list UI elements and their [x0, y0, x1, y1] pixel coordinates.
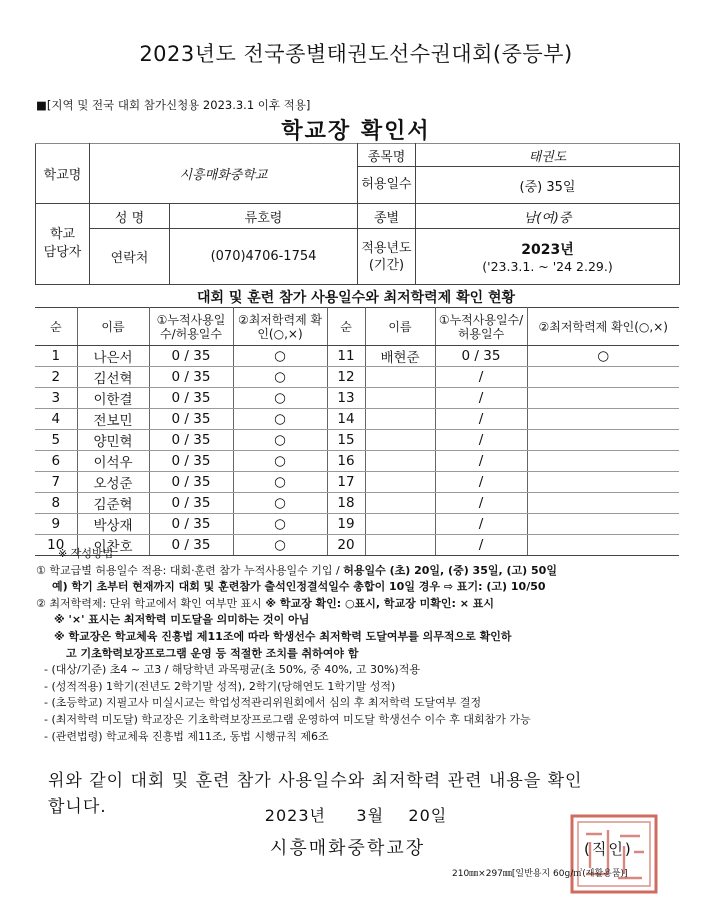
roster-right-name	[365, 430, 435, 451]
roster-right-no: 12	[327, 367, 365, 388]
roster-left-min: ○	[233, 430, 327, 451]
roster-right-no: 17	[327, 472, 365, 493]
roster-row	[35, 409, 679, 430]
scope-note: ■[지역 및 전국 대회 참가신청용 2023.3.1 이후 적용]	[36, 98, 311, 112]
roster-right-name	[365, 451, 435, 472]
roster-left-name: 이한결	[77, 388, 149, 409]
roster-right-min	[527, 388, 679, 409]
col-no: 순	[35, 308, 77, 346]
roster-right-days: /	[435, 493, 527, 514]
roster-left-days: 0 / 35	[149, 430, 233, 451]
detail-4: - (최저학력 미도달) 학교장은 기초학력보장프로그램 운영하여 미도달 학생선수 이수 후 대회참가 가능	[44, 712, 531, 726]
roster-left-no: 9	[35, 514, 77, 535]
roster-right-min	[527, 409, 679, 430]
roster-left-no: 2	[35, 367, 77, 388]
roster-right-days: 0 / 35	[435, 346, 527, 367]
detail-3: - (초등학교) 지필고사 미실시교는 학업성적관리위원회에서 심의 후 최저학력 도달여부 결정	[44, 696, 482, 710]
detail-1: - (대상/기준) 초4 ~ 고3 / 해당학년 과목평균(초 50%, 중 40%, 고 30%)적용	[44, 663, 420, 677]
roster-row	[35, 493, 679, 514]
roster-right-name	[365, 388, 435, 409]
roster-left-no: 3	[35, 388, 77, 409]
note-1-example: 예) 학기 초부터 현재까지 대회 및 훈련참가 출석인정결석일수 총합이 10일 경우 ⇨ 표기: (고) 10/50	[52, 580, 546, 594]
roster-right-days: /	[435, 535, 527, 556]
roster-left-name: 전보민	[77, 409, 149, 430]
roster-right-no: 19	[327, 514, 365, 535]
contact-label: 연락처	[90, 229, 170, 285]
col-name: 이름	[77, 308, 149, 346]
roster-left-days: 0 / 35	[149, 346, 233, 367]
school-info-table	[35, 143, 680, 285]
roster-right-no: 15	[327, 430, 365, 451]
school-name-label: 학교명	[36, 144, 90, 204]
name-label: 성 명	[90, 204, 170, 229]
col-min: ②최저학력제 확인(○,×)	[527, 308, 679, 346]
seal-label: (직인)	[584, 840, 633, 858]
roster-left-name: 양민혁	[77, 430, 149, 451]
roster-row	[35, 430, 679, 451]
roster-right-name	[365, 493, 435, 514]
roster-left-min: ○	[233, 451, 327, 472]
roster-left-min: ○	[233, 472, 327, 493]
roster-right-no: 14	[327, 409, 365, 430]
roster-left-name: 이석우	[77, 451, 149, 472]
gender-label: 종별	[358, 204, 416, 229]
manager-name: 류호령	[170, 204, 358, 229]
roster-right-days: /	[435, 472, 527, 493]
note-4: ※ 학교장은 학교체육 진흥법 제11조에 따라 학생선수 최저학력 도달여부를 의무적으로 확인하	[54, 629, 512, 643]
roster-left-name: 오성준	[77, 472, 149, 493]
roster-right-min	[527, 451, 679, 472]
roster-right-days: /	[435, 451, 527, 472]
roster-left-days: 0 / 35	[149, 493, 233, 514]
roster-left-min: ○	[233, 493, 327, 514]
col-min: ②최저학력제 확인(○,×)	[233, 308, 327, 346]
roster-left-days: 0 / 35	[149, 472, 233, 493]
roster-left-min: ○	[233, 367, 327, 388]
event-name-value: 태권도	[416, 144, 680, 167]
apply-year-cell	[416, 229, 680, 285]
roster-left-days: 0 / 35	[149, 367, 233, 388]
roster-left-min: ○	[233, 514, 327, 535]
roster-left-days: 0 / 35	[149, 451, 233, 472]
note-3: ※ '×' 표시는 최저학력 미도달을 의미하는 것이 아님	[54, 613, 310, 627]
roster-right-min	[527, 367, 679, 388]
paper-spec-footer: 210㎜×297㎜[일반용지 60g/㎡(재활용품)]	[452, 869, 628, 879]
roster-left-no: 8	[35, 493, 77, 514]
roster-title: 대회 및 훈련 참가 사용일수와 최저학력제 확인 현황	[196, 290, 516, 306]
roster-right-name	[365, 472, 435, 493]
roster-right-no: 13	[327, 388, 365, 409]
roster-right-min: ○	[527, 346, 679, 367]
roster-right-min	[527, 430, 679, 451]
issue-date: 2023년 3월 20일	[264, 806, 448, 825]
roster-right-name: 배현준	[365, 346, 435, 367]
roster-left-min: ○	[233, 409, 327, 430]
document-title: 2023년도 전국종별태권도선수권대회(중등부)	[139, 42, 573, 66]
detail-2: - (성적적용) 1학기(전년도 2학기말 성적), 2학기(당해연도 1학기말 성적)	[44, 679, 396, 693]
col-name: 이름	[365, 308, 435, 346]
roster-table	[35, 307, 679, 556]
note-4-cont: 고 기초학력보장프로그램 운영 등 적절한 조치를 취하여야 함	[66, 646, 359, 660]
notes-heading: ※ 작성방법	[58, 547, 114, 560]
roster-left-name: 나은서	[77, 346, 149, 367]
roster-left-no: 10	[35, 535, 77, 556]
roster-right-name	[365, 514, 435, 535]
apply-year-value: 2023년	[521, 242, 574, 258]
roster-left-name: 이찬호	[77, 535, 149, 556]
roster-right-no: 16	[327, 451, 365, 472]
roster-right-min	[527, 472, 679, 493]
col-days: ①누적사용일수/허용일수	[149, 308, 233, 346]
roster-left-min: ○	[233, 346, 327, 367]
form-title: 학교장 확인서	[281, 119, 431, 144]
roster-left-days: 0 / 35	[149, 388, 233, 409]
roster-left-days: 0 / 35	[149, 409, 233, 430]
contact-value: (070)4706-1754	[170, 229, 358, 285]
roster-left-no: 1	[35, 346, 77, 367]
roster-row	[35, 388, 679, 409]
apply-year-label: 적용년도 (기간)	[358, 229, 416, 285]
roster-left-no: 4	[35, 409, 77, 430]
roster-row	[35, 346, 679, 367]
confirmation-text: 위와 같이 대회 및 훈련 참가 사용일수와 최저학력 관련 내용을 확인 합니다.	[48, 771, 583, 817]
roster-left-no: 6	[35, 451, 77, 472]
allowed-days-label: 허용일수	[358, 167, 416, 204]
roster-right-days: /	[435, 514, 527, 535]
roster-row	[35, 367, 679, 388]
roster-left-days: 0 / 35	[149, 535, 233, 556]
col-no: 순	[327, 308, 365, 346]
roster-left-no: 5	[35, 430, 77, 451]
gender-value: 남(여)중	[416, 204, 680, 229]
roster-left-min: ○	[233, 388, 327, 409]
apply-period-value: ('23.3.1. ~ '24 2.29.)	[482, 259, 613, 274]
principal-name: 시흥매화중학교장	[270, 838, 426, 859]
roster-left-name: 김준혁	[77, 493, 149, 514]
manager-label: 학교 담당자	[36, 204, 90, 285]
roster-right-no: 20	[327, 535, 365, 556]
roster-row	[35, 514, 679, 535]
roster-left-no: 7	[35, 472, 77, 493]
allowed-days-value: (중) 35일	[416, 167, 680, 204]
school-name-value: 시흥매화중학교	[90, 144, 358, 204]
roster-right-no: 11	[327, 346, 365, 367]
roster-right-days: /	[435, 430, 527, 451]
roster-right-min	[527, 514, 679, 535]
roster-left-name: 김선혁	[77, 367, 149, 388]
note-2: ② 최저학력제: 단위 학교에서 확인 여부만 표시 ※ 학교장 확인: ○표시, 학교장 미확인: × 표시	[36, 596, 494, 610]
event-name-label: 종목명	[358, 144, 416, 167]
roster-right-no: 18	[327, 493, 365, 514]
roster-right-name	[365, 367, 435, 388]
roster-row	[35, 472, 679, 493]
roster-left-min: ○	[233, 535, 327, 556]
roster-left-days: 0 / 35	[149, 514, 233, 535]
writing-instructions	[36, 546, 696, 745]
roster-right-days: /	[435, 388, 527, 409]
note-1: ① 학교급별 허용일수 적용: 대회·훈련 참가 누적사용일수 기입 / 허용일수 (초) 20일, (중) 35일, (고) 50일	[36, 563, 557, 577]
roster-right-name	[365, 409, 435, 430]
roster-row	[35, 451, 679, 472]
roster-right-days: /	[435, 409, 527, 430]
roster-left-name: 박상재	[77, 514, 149, 535]
roster-right-min	[527, 493, 679, 514]
roster-right-days: /	[435, 367, 527, 388]
detail-5: - (관련법령) 학교체육 진흥법 제11조, 동법 시행규칙 제6조	[44, 729, 329, 743]
col-days: ①누적사용일수/허용일수	[435, 308, 527, 346]
